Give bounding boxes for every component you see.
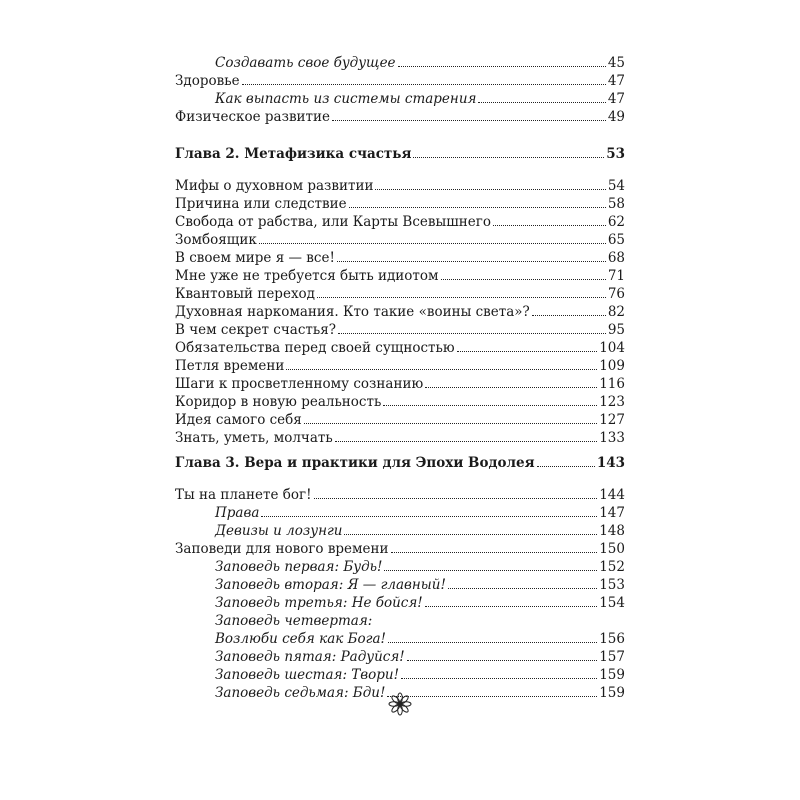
dot-leader [375,188,605,190]
toc-entry-title: Заповедь седьмая: Бди! [215,685,386,701]
toc-entry-page: 76 [607,286,625,302]
dot-leader [314,497,598,499]
toc-entry [215,666,625,684]
dot-leader [335,440,598,442]
toc-entry-title: Права [215,505,260,521]
toc-entry-page: 68 [607,250,625,266]
toc-entry-page: 123 [599,394,625,410]
dot-leader [349,206,606,208]
toc-entry [175,267,625,285]
toc-entry-title: Заповедь пятая: Радуйся! [215,649,405,665]
toc-entry-title: Девизы и лозунги [215,523,343,539]
toc-entry-page: 54 [607,178,625,194]
toc-entry [175,393,625,411]
toc-entry [215,684,625,702]
toc-entry [175,72,625,90]
toc-entry-title: В своем мире я — все! [175,250,335,266]
toc-entry-page: 95 [607,322,625,338]
toc-entry [175,339,625,357]
toc-entry-page: 156 [599,631,625,647]
toc-entry-title: Как выпасть из системы старения [215,91,477,107]
dot-leader [401,677,597,679]
toc-entry [215,558,625,576]
toc-entry-page: 71 [607,268,625,284]
toc-entry-title: Заповедь вторая: Я — главный! [215,577,446,593]
toc-entry [215,612,625,630]
toc-entry-page: 147 [599,505,625,521]
toc-entry-page: 153 [599,577,625,593]
dot-leader [317,296,606,298]
toc-entry [175,540,625,558]
dot-leader [242,83,606,85]
toc-entry-page: 109 [599,358,625,374]
dot-leader [441,278,606,280]
toc-entry [215,522,625,540]
toc-entry [175,429,625,447]
toc-entry-title: В чем секрет счастья? [175,322,336,338]
toc-entry-title: Физическое развитие [175,109,330,125]
toc-entry-page: 144 [599,487,625,503]
toc-entry-page: 157 [599,649,625,665]
toc-entry [175,249,625,267]
toc-entry-title: Шаги к просветленному сознанию [175,376,424,392]
toc-entry-page: 148 [599,523,625,539]
toc-entry-page: 116 [599,376,625,392]
dot-leader [478,101,605,103]
dot-leader [332,119,606,121]
toc-entry-title: Глава 3. Вера и практики для Эпохи Водолея [175,455,535,471]
toc-entry-title: Мне уже не требуется быть идиотом [175,268,439,284]
dot-leader [388,641,597,643]
toc-entry-page: 47 [607,73,625,89]
toc-entry [175,108,625,126]
toc-entry-title: Ты на планете бог! [175,487,312,503]
toc-entry-page: 45 [607,55,625,71]
toc-entry-page: 150 [599,541,625,557]
flower-ornament-icon [388,692,412,716]
toc-entry-title: Возлюби себя как Бога! [215,631,386,647]
toc-entry-page: 58 [607,196,625,212]
toc-entry-page: 154 [599,595,625,611]
toc-entry-page: 82 [607,304,625,320]
toc-entry-title: Создавать свое будущее [215,55,396,71]
dot-leader [384,569,597,571]
toc-entry-title: Заповеди для нового времени [175,541,389,557]
toc-entry-title: Зомбоящик [175,232,257,248]
toc-entry-title: Причина или следствие [175,196,347,212]
dot-leader [338,332,606,334]
dot-leader [532,314,606,316]
toc-entry-title: Заповедь третья: Не бойся! [215,595,423,611]
dot-leader [387,695,597,697]
toc-entry [175,195,625,213]
toc-entry [215,576,625,594]
dot-leader [383,404,597,406]
dot-leader [259,242,606,244]
toc-entry-title: Знать, уметь, молчать [175,430,333,446]
dot-leader [425,605,597,607]
toc-chapter-heading [175,454,625,472]
toc-entry [175,411,625,429]
toc-entry-title: Здоровье [175,73,240,89]
toc-entry-page: 159 [599,667,625,683]
dot-leader [457,350,598,352]
toc-entry-page: 127 [599,412,625,428]
dot-leader [304,422,597,424]
dot-leader [391,551,598,553]
toc-chapter-heading [175,145,625,163]
toc-entry-title: Заповедь четвертая: [215,613,373,629]
toc-entry-page: 49 [607,109,625,125]
dot-leader [344,533,597,535]
dot-leader [337,260,606,262]
toc-entry-page: 143 [596,455,625,471]
toc-entry-page: 65 [607,232,625,248]
dot-leader [493,224,606,226]
toc-entry-title: Духовная наркомания. Кто такие «воины света»? [175,304,530,320]
toc-entry [175,357,625,375]
toc-entry-page: 159 [599,685,625,701]
dot-leader [261,515,597,517]
toc-entry [215,90,625,108]
toc-entry-title: Квантовый переход [175,286,315,302]
toc-entry [175,486,625,504]
toc-entry-title: Заповедь первая: Будь! [215,559,383,575]
toc-entry-title: Мифы о духовном развитии [175,178,374,194]
toc-entry-page: 62 [607,214,625,230]
toc-entry-title: Свобода от рабства, или Карты Всевышнего [175,214,491,230]
dot-leader [413,156,604,158]
toc-entry-title: Петля времени [175,358,285,374]
dot-leader [448,587,597,589]
dot-leader [537,465,595,467]
toc-entry [215,648,625,666]
dot-leader [425,386,597,388]
toc-entry [215,54,625,72]
toc-entry-page: 53 [606,146,625,162]
toc-entry-page: 133 [599,430,625,446]
toc-entry-page: 104 [599,340,625,356]
toc-entry-title: Заповедь шестая: Твори! [215,667,400,683]
toc-entry [175,285,625,303]
toc-entry [215,594,625,612]
toc-entry-title: Обязательства перед своей сущностью [175,340,455,356]
dot-leader [398,65,606,67]
toc-entry [175,303,625,321]
toc-entry [175,213,625,231]
toc-entry [215,504,625,522]
dot-leader [407,659,597,661]
toc-entry-page: 47 [607,91,625,107]
toc-entry [175,321,625,339]
toc-entry-page: 152 [599,559,625,575]
toc-entry [215,630,625,648]
toc-entry-title: Глава 2. Метафизика счастья [175,146,412,162]
dot-leader [286,368,597,370]
toc-entry-title: Коридор в новую реальность [175,394,382,410]
toc-entry-title: Идея самого себя [175,412,302,428]
toc-entry [175,375,625,393]
toc-entry [175,231,625,249]
toc-entry [175,177,625,195]
